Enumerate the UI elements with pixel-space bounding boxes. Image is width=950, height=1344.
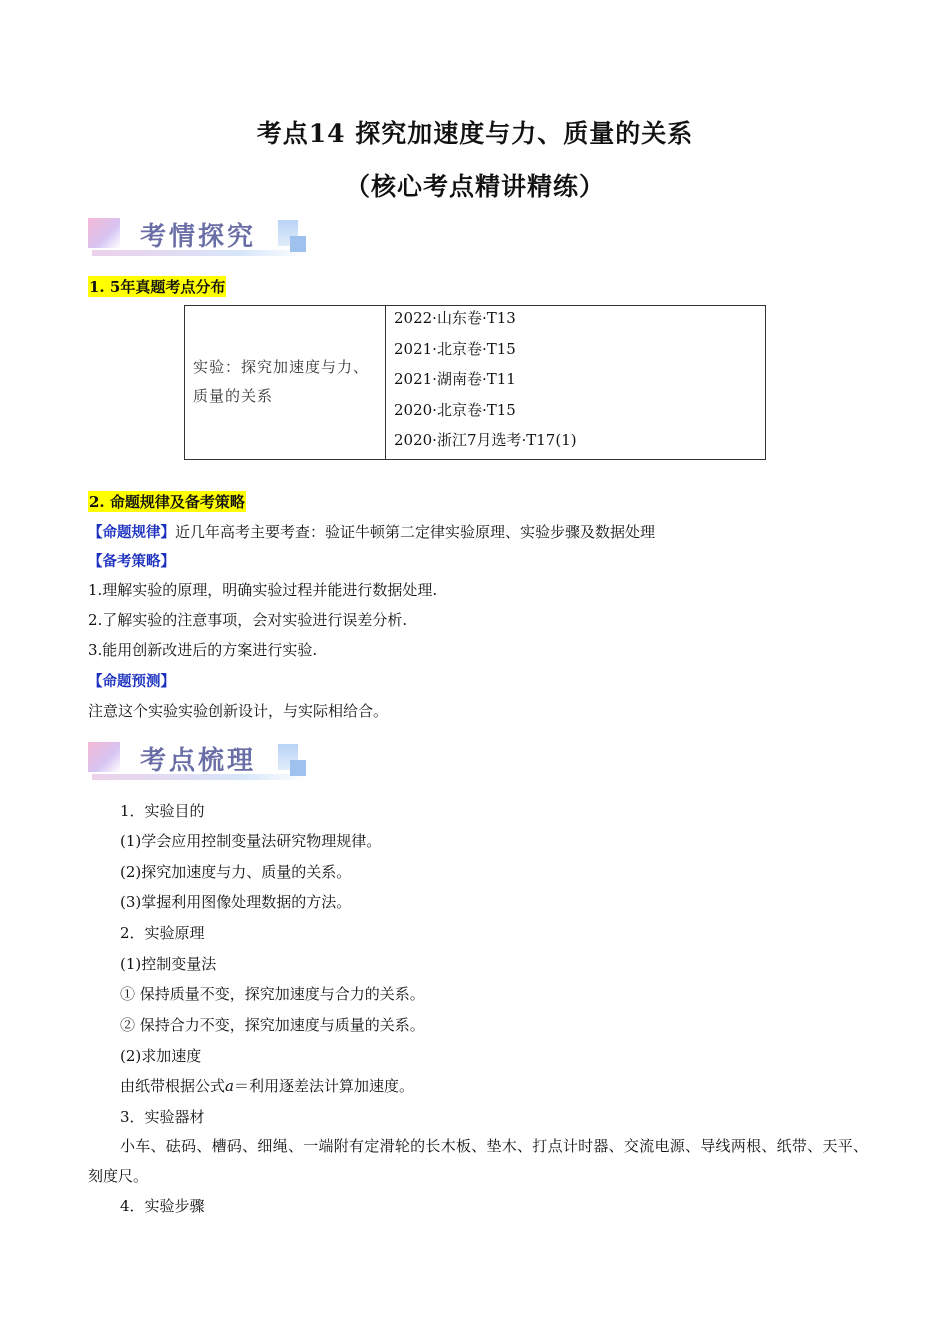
outline-heading: 1．实验目的: [120, 802, 205, 820]
banner-decoration: [88, 218, 120, 248]
outline-heading: 3．实验器材: [120, 1108, 205, 1126]
formula-line: [120, 1075, 414, 1096]
list-item: 2020·浙江7月选考·T17(1): [394, 431, 577, 450]
formula-prefix: 由纸带根据公式: [120, 1077, 226, 1095]
rule-line: [88, 521, 655, 542]
section-heading-strategy: 2. 命题规律及备考策略: [89, 493, 245, 511]
table-row: [185, 306, 766, 460]
rule-text: 近几年高考主要考查：验证牛顿第二定律实验原理、实验步骤及数据处理: [175, 523, 656, 541]
formula-variable: a: [225, 1077, 234, 1095]
list-item: 2021·北京卷·T15: [394, 339, 516, 358]
rule-label: 【命题规律】: [88, 525, 175, 541]
strategy-item: 2.了解实验的注意事项，会对实验进行误差分析.: [88, 611, 408, 629]
section-heading-distribution: 1. 5年真题考点分布: [89, 278, 226, 296]
list-item: 2020·北京卷·T15: [394, 400, 516, 419]
list-item: 2021·湖南卷·T11: [394, 370, 516, 389]
outline-item: ① 保持质量不变，探究加速度与合力的关系。: [120, 985, 425, 1003]
formula-suffix: ＝利用逐差法计算加速度。: [233, 1077, 414, 1095]
outline-item: (1)控制变量法: [120, 955, 217, 973]
banner-label: 考点梳理: [140, 746, 257, 776]
page-title: 考点14 探究加速度与力、质量的关系: [256, 119, 694, 148]
section-banner-exam-analysis: [88, 216, 314, 262]
banner-decoration: [88, 742, 120, 772]
outline-item: (2)探究加速度与力、质量的关系。: [120, 863, 352, 881]
strategy-item: 1.理解实验的原理，明确实验过程并能进行数据处理.: [88, 581, 438, 599]
outline-item: (1)学会应用控制变量法研究物理规律。: [120, 832, 382, 850]
exam-distribution-table: [184, 305, 766, 460]
forecast-label: 【命题预测】: [88, 674, 175, 690]
banner-decoration: [290, 236, 306, 252]
table-cell-items: [386, 306, 766, 460]
strategy-item: 3.能用创新改进后的方案进行实验.: [88, 641, 318, 659]
list-item: 2022·山东卷·T13: [394, 309, 516, 327]
outline-heading: 2．实验原理: [120, 924, 205, 942]
outline-item: (3)掌握利用图像处理数据的方法。: [120, 893, 352, 911]
banner-label: 考情探究: [140, 222, 257, 252]
forecast-text: 注意这个实验实验创新设计，与实际相给合。: [88, 702, 389, 720]
outline-item: ② 保持合力不变，探究加速度与质量的关系。: [120, 1016, 425, 1034]
outline-item: (2)求加速度: [120, 1047, 202, 1065]
table-cell-topic: 实验：探究加速度与力、质量的关系: [185, 306, 386, 460]
section-banner-outline: [88, 740, 314, 786]
equipment-paragraph: 小车、砝码、槽码、细绳、一端附有定滑轮的长木板、垫木、打点计时器、交流电源、导线两根、纸带、天平、刻度尺。: [88, 1137, 868, 1185]
banner-decoration: [290, 760, 306, 776]
outline-heading: 4．实验步骤: [120, 1197, 205, 1215]
page-subtitle: （核心考点精讲精练）: [344, 172, 605, 201]
strategy-label: 【备考策略】: [88, 554, 175, 570]
